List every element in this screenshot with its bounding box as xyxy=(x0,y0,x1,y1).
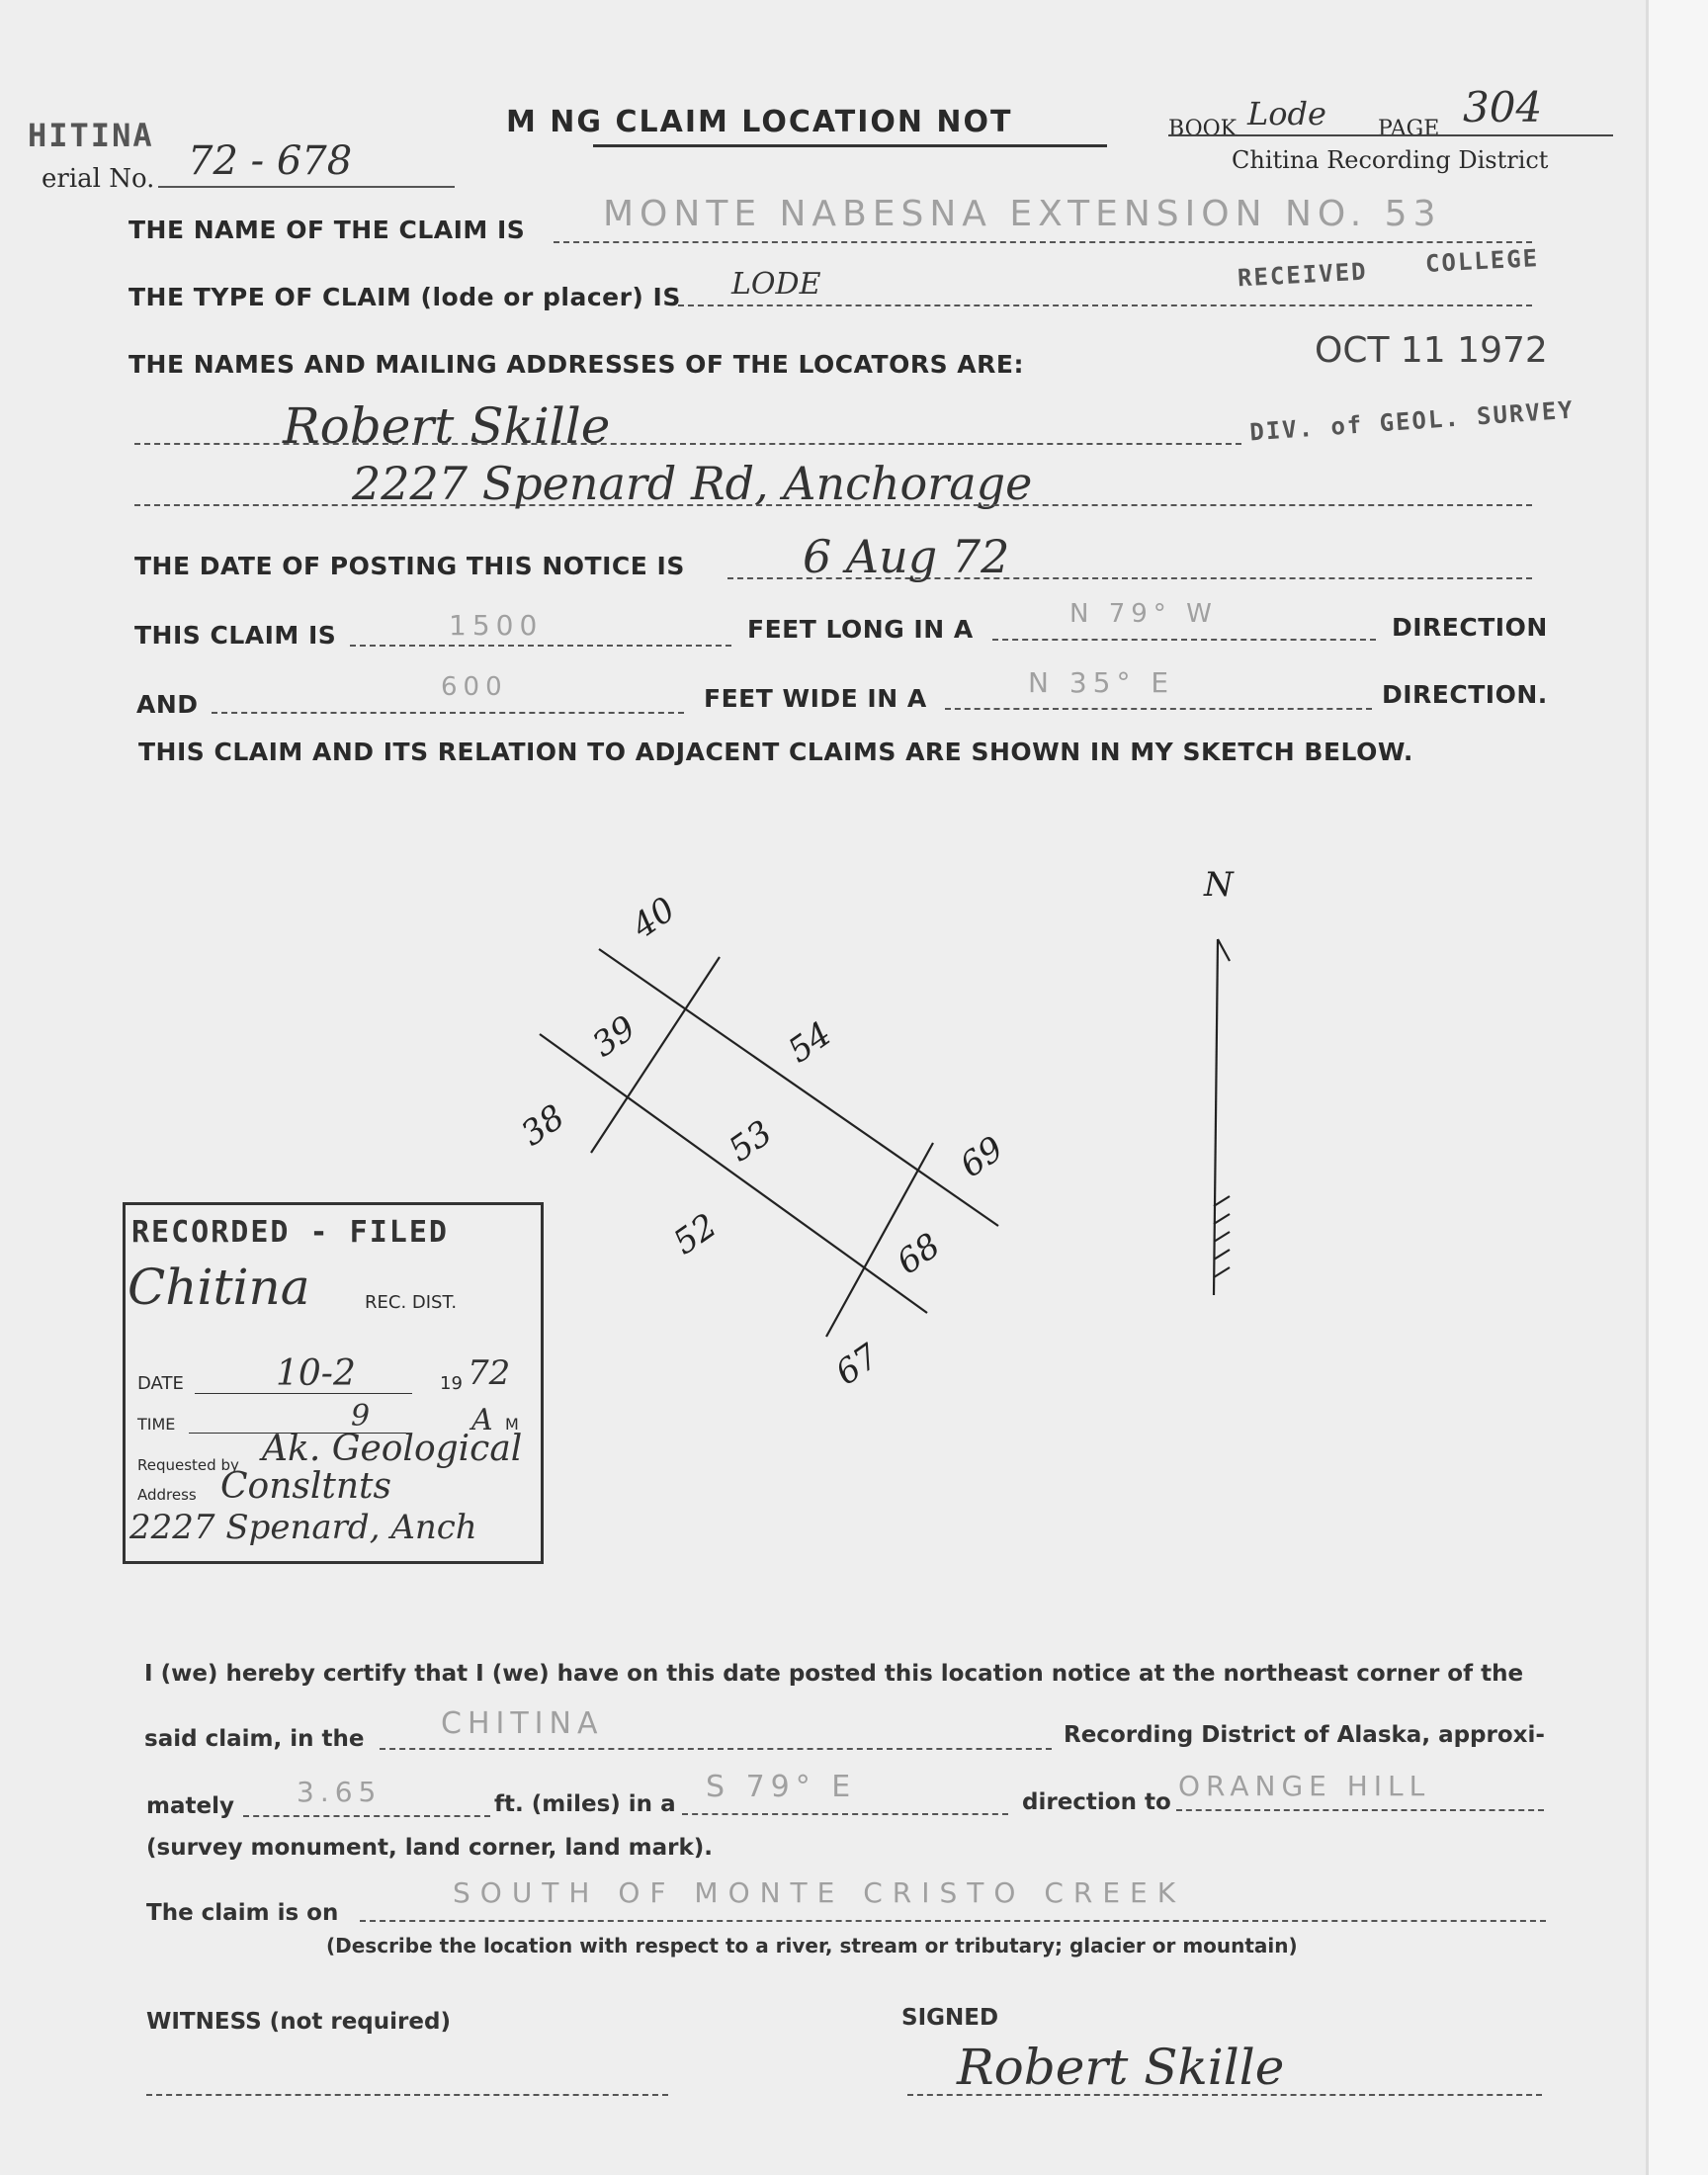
said-claim-label: said claim, in the xyxy=(144,1726,365,1752)
locator-name: Robert Skille xyxy=(283,397,611,455)
recorded-stamp xyxy=(123,1202,544,1564)
north-label: N xyxy=(1204,865,1234,905)
signature-line xyxy=(907,2094,1542,2096)
received-stamp-college: COLLEGE xyxy=(1424,244,1540,278)
recorded-time-label: TIME xyxy=(137,1415,176,1434)
direction-label-2: DIRECTION. xyxy=(1382,680,1548,709)
landmark-value: ORANGE HILL xyxy=(1178,1770,1431,1802)
direction-label: DIRECTION xyxy=(1392,613,1548,642)
book-value: Lode xyxy=(1247,95,1326,132)
posting-date-label: THE DATE OF POSTING THIS NOTICE IS xyxy=(134,552,685,580)
recorded-time-value: 9 xyxy=(351,1399,371,1434)
sketch-line-south xyxy=(540,1034,927,1313)
address-value-1: Consltnts xyxy=(220,1466,391,1507)
long-direction-value: N 79° W xyxy=(1069,599,1218,629)
posting-date-value: 6 Aug 72 xyxy=(803,530,1010,583)
requested-by-label: Requested by xyxy=(137,1456,239,1474)
mately-label: mately xyxy=(146,1793,234,1819)
north-arrow-tick xyxy=(1214,1232,1230,1242)
north-arrow-tick xyxy=(1214,1250,1230,1260)
claim-type-label: THE TYPE OF CLAIM (lode or placer) IS xyxy=(128,283,681,311)
district-label: Chitina Recording District xyxy=(1232,146,1549,174)
claim-number-67: 67 xyxy=(828,1336,887,1394)
signature: Robert Skille xyxy=(957,2039,1285,2096)
claim-number-40: 40 xyxy=(625,889,683,947)
width-value: 600 xyxy=(441,672,508,702)
received-stamp-line1: RECEIVED xyxy=(1237,257,1369,293)
recorded-stamp-district: Chitina xyxy=(128,1259,310,1316)
landmark-line xyxy=(1176,1809,1544,1811)
feet-wide-label: FEET WIDE IN A xyxy=(704,684,927,713)
claim-number-68: 68 xyxy=(890,1225,948,1283)
address-value-2: 2227 Spenard, Anch xyxy=(129,1508,477,1547)
north-arrow-tick xyxy=(1214,1267,1230,1277)
serial-label: erial No. xyxy=(42,164,155,194)
claim-number-53: 53 xyxy=(722,1112,780,1171)
district-line xyxy=(380,1748,1052,1750)
form-title: M NG CLAIM LOCATION NOT xyxy=(506,105,1013,139)
district-value: CHITINA xyxy=(441,1706,604,1741)
locator-address: 2227 Spenard Rd, Anchorage xyxy=(352,457,1033,510)
recorded-time-m: M xyxy=(505,1415,519,1434)
distance-value: 3.65 xyxy=(297,1776,383,1808)
received-stamp-date: OCT 11 1972 xyxy=(1315,330,1548,371)
distance-line xyxy=(243,1815,490,1817)
claim-is-label: THIS CLAIM IS xyxy=(134,621,337,650)
claim-on-line xyxy=(360,1920,1546,1922)
recorded-time-suffix: A xyxy=(471,1403,493,1437)
witness-line xyxy=(146,2094,668,2096)
witness-label: WITNESS (not required) xyxy=(146,2009,451,2035)
wide-direction-value: N 35° E xyxy=(1028,666,1175,699)
claim-name-value: MONTE NABESNA EXTENSION NO. 53 xyxy=(603,194,1442,234)
recorded-date-value: 10-2 xyxy=(276,1353,356,1394)
book-label: BOOK xyxy=(1168,117,1238,141)
recorded-stamp-title: RECORDED - FILED xyxy=(131,1215,449,1250)
page-value: 304 xyxy=(1463,83,1543,131)
north-arrow-head xyxy=(1218,939,1230,961)
claim-number-52: 52 xyxy=(666,1205,725,1263)
certify-line-1: I (we) hereby certify that I (we) have on this date posted this location notice at the northeast corner of the xyxy=(144,1661,1524,1687)
locators-label: THE NAMES AND MAILING ADDRESSES OF THE LOCATORS ARE: xyxy=(128,350,1024,379)
direction-to-label: direction to xyxy=(1022,1789,1171,1815)
claim-number-54: 54 xyxy=(781,1013,839,1072)
length-value: 1500 xyxy=(449,609,544,642)
recording-district-label: Recording District of Alaska, approxi- xyxy=(1064,1722,1545,1748)
sketch-line-north xyxy=(599,949,998,1226)
claim-name-label: THE NAME OF THE CLAIM IS xyxy=(128,216,526,244)
page-label: PAGE xyxy=(1378,117,1440,141)
ft-miles-label: ft. (miles) in a xyxy=(494,1791,676,1817)
sketch-intro: THIS CLAIM AND ITS RELATION TO ADJACENT CLAIMS ARE SHOWN IN MY SKETCH BELOW. xyxy=(138,738,1413,766)
claim-type-value: LODE xyxy=(731,267,821,302)
claim-on-label: The claim is on xyxy=(146,1900,339,1926)
received-stamp-division: DIV. of GEOL. SURVEY xyxy=(1248,395,1576,447)
and-label: AND xyxy=(136,690,199,719)
describe-note: (Describe the location with respect to a river, stream or tributary; glacier or mountain) xyxy=(326,1934,1298,1958)
feet-long-label: FEET LONG IN A xyxy=(747,615,974,644)
survey-note: (survey monument, land corner, land mark). xyxy=(146,1835,714,1861)
claim-on-value: SOUTH OF MONTE CRISTO CREEK xyxy=(453,1876,1186,1909)
recorded-stamp-rec-dist: REC. DIST. xyxy=(365,1292,458,1313)
north-arrow-tick xyxy=(1214,1196,1230,1206)
district-tag: HITINA xyxy=(28,117,154,154)
bearing-line xyxy=(682,1813,1008,1815)
recorded-year-value: 72 xyxy=(468,1353,511,1393)
serial-value: 72 - 678 xyxy=(188,138,353,184)
claim-number-38: 38 xyxy=(514,1096,572,1155)
claim-number-39: 39 xyxy=(585,1007,643,1066)
bearing-value: S 79° E xyxy=(706,1770,857,1804)
north-arrow-tick xyxy=(1214,1214,1230,1224)
recorded-date-label: DATE xyxy=(137,1373,184,1394)
address-label: Address xyxy=(137,1486,197,1504)
claim-number-69: 69 xyxy=(953,1128,1011,1186)
requested-by-value: Ak. Geological xyxy=(262,1429,523,1469)
signed-label: SIGNED xyxy=(901,2005,999,2031)
recorded-year-prefix: 19 xyxy=(440,1373,463,1394)
